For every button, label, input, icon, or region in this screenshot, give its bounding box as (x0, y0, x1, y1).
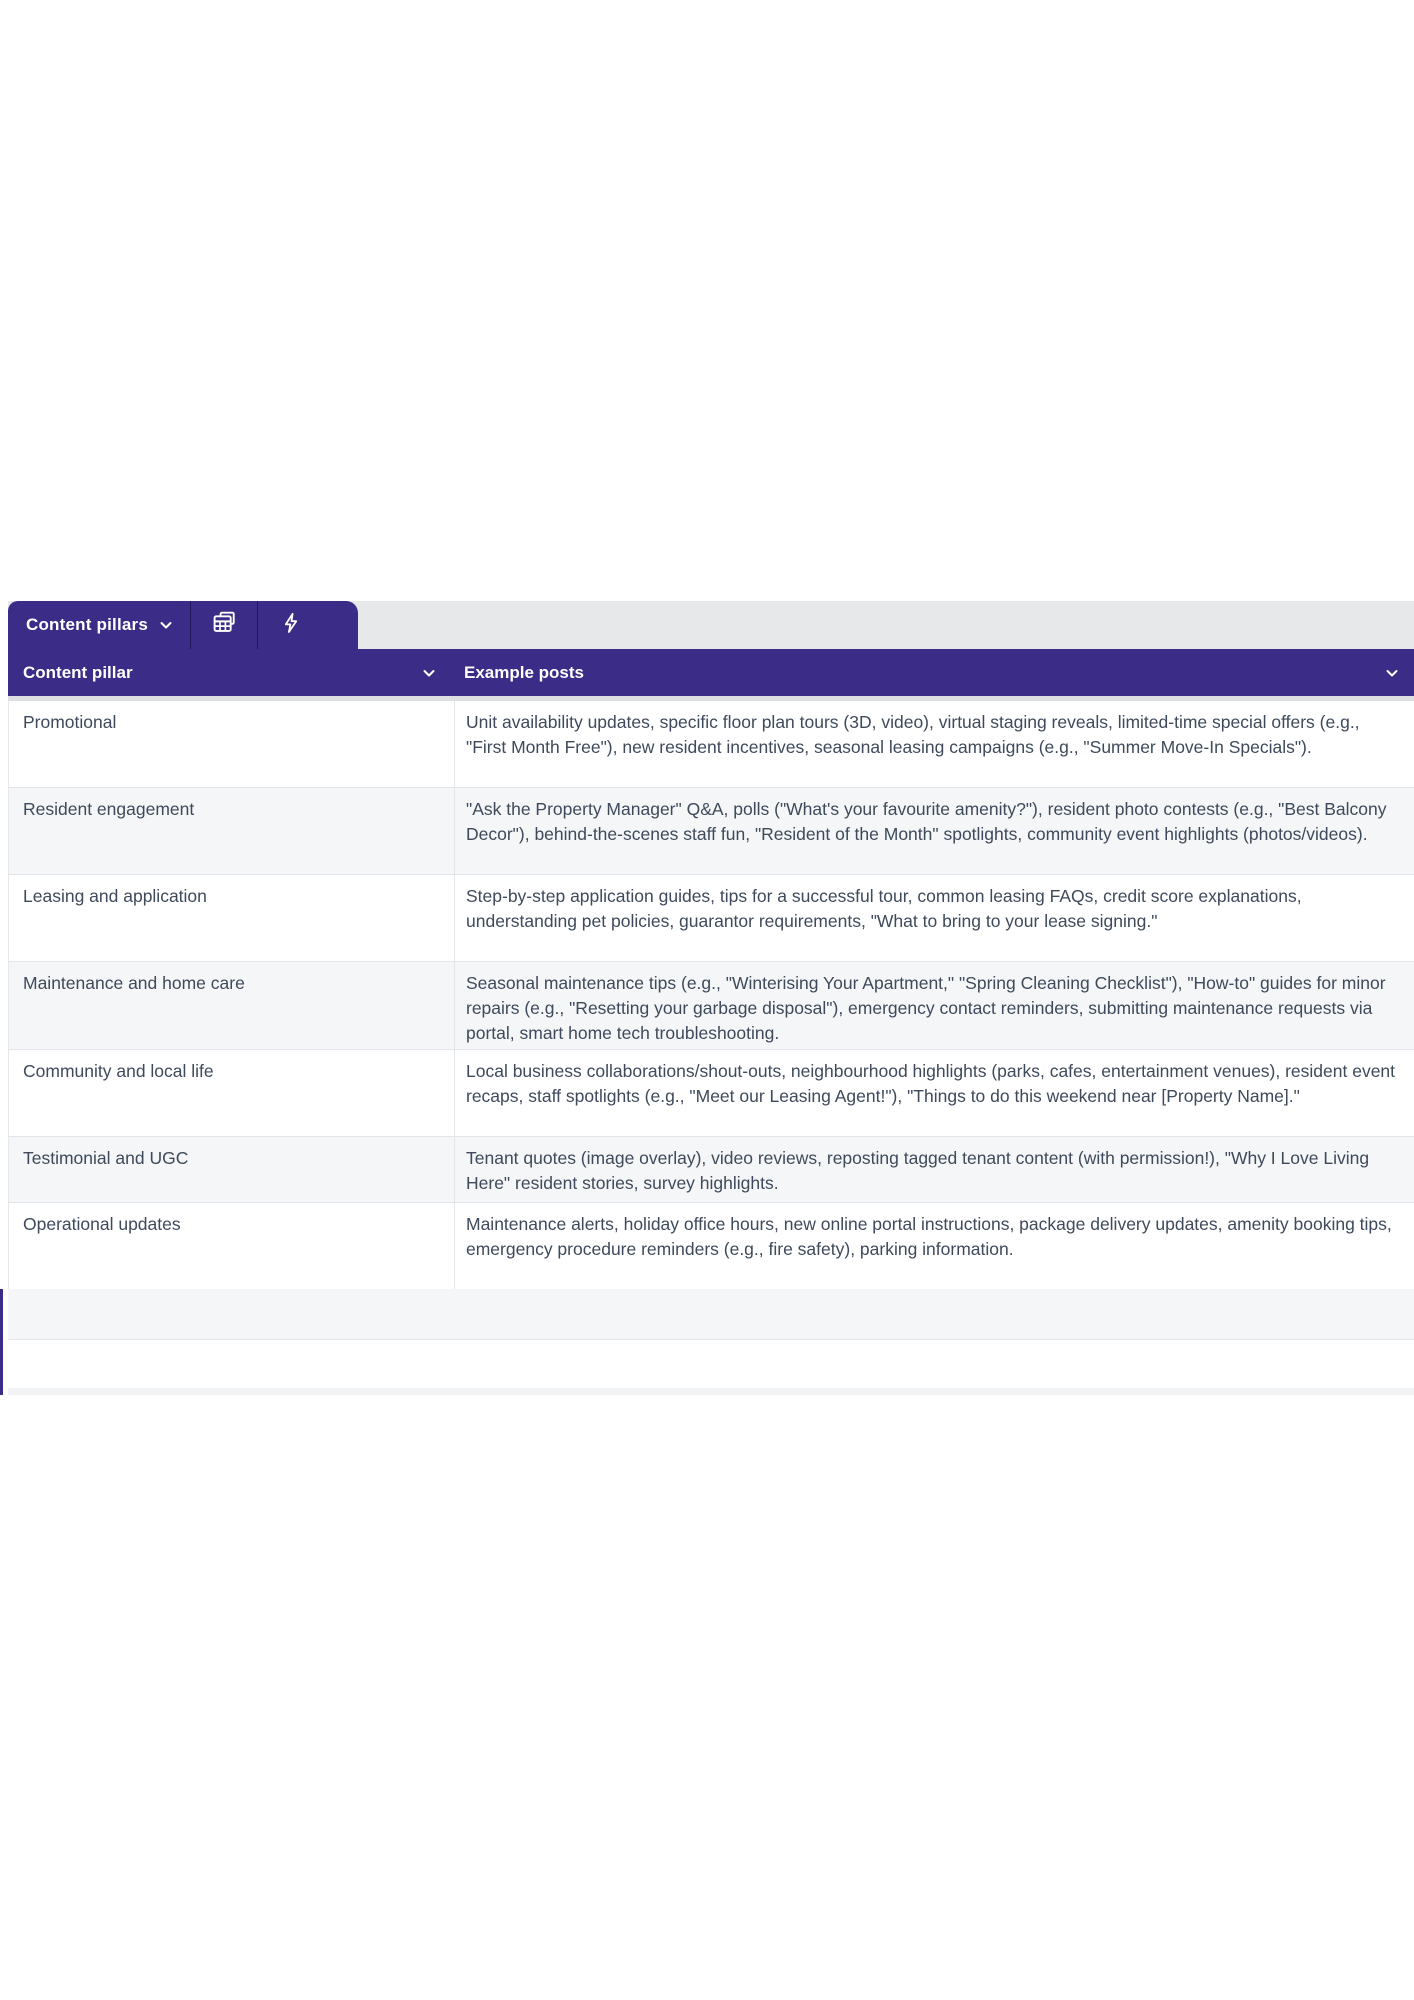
selection-indicator-bar (0, 1289, 3, 1395)
example-posts-cell[interactable]: Seasonal maintenance tips (e.g., "Winterising Your Apartment," "Spring Cleaning Checklist"), "How-to" guides for minor repairs (e.g., "Resetting your garbage disposal"), emergency contact reminders, submitting maintenance requests via portal, smart home tech troubleshooting. (454, 962, 1414, 1049)
content-pillars-tab[interactable] (8, 601, 358, 649)
example-posts-cell[interactable]: Local business collaborations/shout-outs, neighbourhood highlights (parks, cafes, entertainment venues), resident event recaps, staff spotlights (e.g., "Meet our Leasing Agent!"), "Things to do this weekend near [Property Name]." (454, 1050, 1414, 1136)
table-row (9, 1203, 1414, 1290)
lightning-icon (279, 611, 303, 640)
chevron-down-icon[interactable] (1384, 665, 1400, 681)
content-pillar-cell[interactable]: Promotional (23, 712, 117, 732)
table-row (9, 962, 1414, 1050)
table-header-row (8, 649, 1414, 696)
table-tab-bar (8, 601, 1414, 649)
table-row (9, 875, 1414, 962)
table-row (9, 1050, 1414, 1137)
content-pillar-cell[interactable]: Leasing and application (23, 886, 207, 906)
example-posts-cell[interactable]: "Ask the Property Manager" Q&A, polls ("What's your favourite amenity?"), resident photo contests (e.g., "Best Balcony Decor"), behind-the-scenes staff fun, "Resident of the Month" spotlights, community event highlights (photos/videos). (454, 788, 1414, 874)
content-pillar-cell[interactable]: Resident engagement (23, 799, 195, 819)
quick-actions-button[interactable] (257, 601, 324, 649)
chevron-down-icon[interactable] (421, 665, 437, 681)
table-view-button[interactable] (190, 601, 257, 649)
table-row (9, 1137, 1414, 1203)
table-row (9, 788, 1414, 875)
header-example-posts[interactable] (453, 649, 1414, 696)
header-content-pillar[interactable] (8, 649, 453, 696)
example-posts-cell[interactable]: Unit availability updates, specific floor plan tours (3D, video), virtual staging reveals, limited-time special offers (e.g., "First Month Free"), new resident incentives, seasonal leasing campaigns (e.g., "Summer Move-In Specials"). (454, 701, 1414, 787)
content-pillar-cell[interactable]: Operational updates (23, 1214, 181, 1234)
table-body (8, 701, 1414, 1290)
table-view-icon (211, 609, 238, 641)
example-posts-cell[interactable]: Step-by-step application guides, tips for a successful tour, common leasing FAQs, credit score explanations, understanding pet policies, guarantor requirements, "What to bring to your lease signing." (454, 875, 1414, 961)
content-pillar-cell[interactable]: Maintenance and home care (23, 973, 245, 993)
table-row (9, 701, 1414, 788)
tab-title: Content pillars (26, 615, 149, 634)
header-content-pillar-label: Content pillar (23, 662, 133, 682)
chevron-down-icon[interactable] (158, 617, 174, 633)
empty-row[interactable] (8, 1289, 1414, 1340)
tab-title-area[interactable] (8, 601, 190, 649)
header-example-posts-label: Example posts (464, 662, 584, 682)
example-posts-cell[interactable]: Maintenance alerts, holiday office hours, new online portal instructions, package delivery updates, amenity booking tips, emergency procedure reminders (e.g., fire safety), parking information. (454, 1203, 1414, 1289)
content-pillar-cell[interactable]: Community and local life (23, 1061, 214, 1081)
empty-row[interactable] (8, 1340, 1414, 1388)
table-bottom-edge (8, 1388, 1414, 1395)
content-pillar-cell[interactable]: Testimonial and UGC (23, 1148, 189, 1168)
example-posts-cell[interactable]: Tenant quotes (image overlay), video reviews, reposting tagged tenant content (with permission!), "Why I Love Living Here" resident stories, survey highlights. (454, 1137, 1414, 1202)
